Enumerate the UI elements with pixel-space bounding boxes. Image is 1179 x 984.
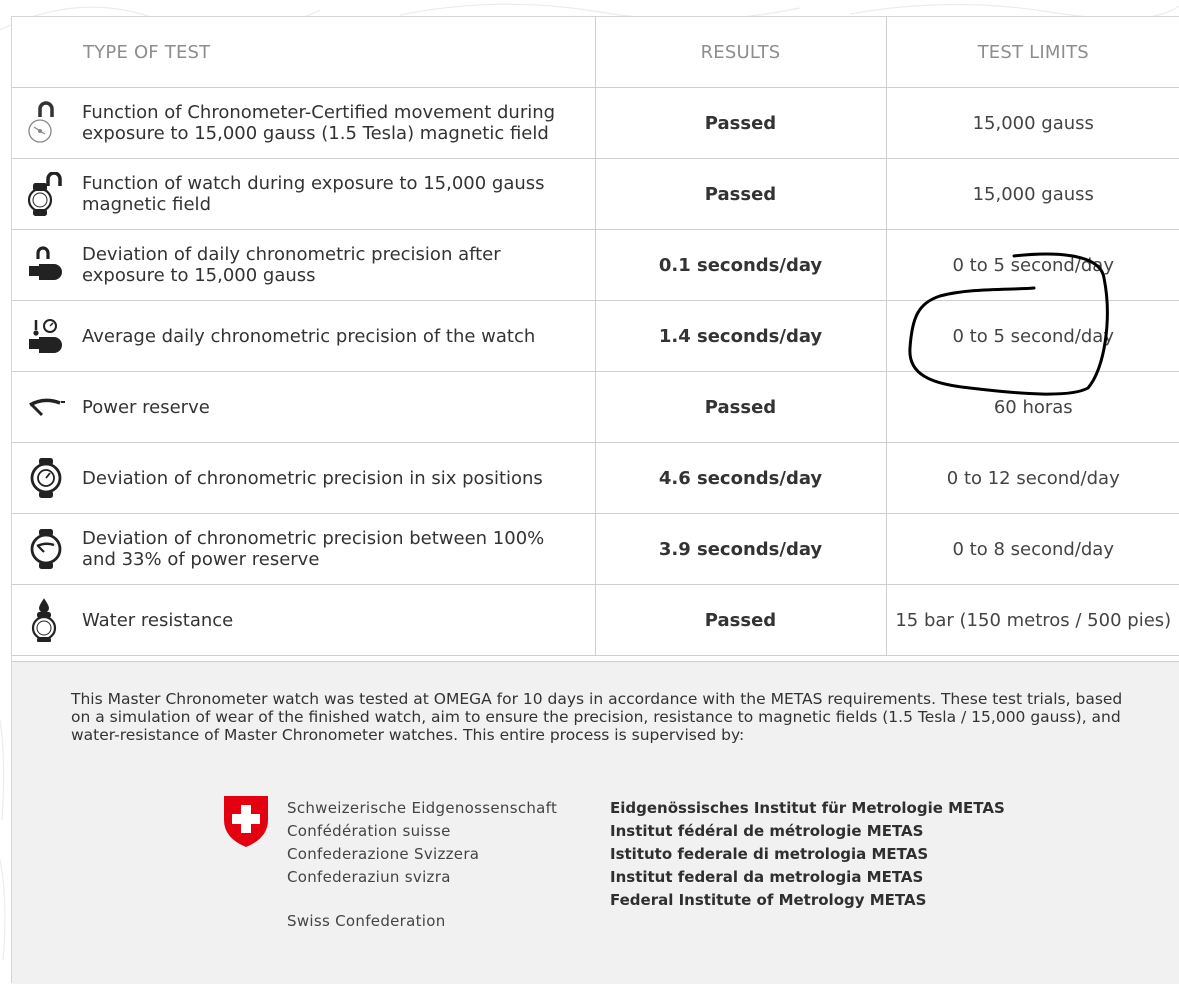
test-results-card: [11, 16, 1179, 983]
confederation-names: [287, 797, 557, 889]
swiss-coat-of-arms-icon: [222, 794, 270, 848]
test-name: Water resistance: [82, 609, 234, 631]
confederation-name: Confederaziun svizra: [287, 868, 451, 886]
test-limits-header: TEST LIMITS: [886, 17, 1179, 88]
metas-name: Eidgenössisches Institut für Metrologie METAS: [610, 799, 1005, 817]
table-header-row: [12, 17, 1179, 88]
watch-positions-icon: [24, 456, 68, 500]
test-name: Power reserve: [82, 396, 210, 418]
metas-name: Istituto federale di metrologia METAS: [610, 845, 929, 863]
metas-institute-names: [610, 797, 1005, 912]
metas-name: Federal Institute of Metrology METAS: [610, 891, 927, 909]
result-value: Passed: [595, 585, 886, 656]
limit-value: 0 to 5 second/day: [886, 301, 1179, 372]
limit-value: 0 to 12 second/day: [886, 443, 1179, 514]
test-name: Average daily chronometric precision of the watch: [82, 325, 536, 347]
result-value: 4.6 seconds/day: [595, 443, 886, 514]
test-name: Deviation of chronometric precision in six positions: [82, 467, 543, 489]
magnet-watch-icon: [24, 172, 68, 216]
table-row: [12, 159, 1179, 230]
test-results-table: [12, 17, 1179, 656]
confederation-name: Confédération suisse: [287, 822, 451, 840]
footer-intro-text: This Master Chronometer watch was tested at OMEGA for 10 days in accordance with the METAS requirements. These test trials, based on a simulation of wear of the finished watch, aim to ensure the precision, resistance to magnetic fields (1.5 Tesla / 15,000 gauss), and water-resistance of Master Chronometer watches. This entire process is supervised by:: [71, 690, 1123, 744]
limit-value: 15 bar (150 metros / 500 pies): [886, 585, 1179, 656]
table-row: [12, 443, 1179, 514]
precision-hand-icon: [24, 314, 68, 358]
test-name: Function of Chronometer-Certified movement during exposure to 15,000 gauss (1.5 Tesla) magnetic field: [82, 102, 556, 144]
swiss-confederation-label: Swiss Confederation: [287, 912, 446, 930]
table-row: [12, 301, 1179, 372]
table-row: [12, 230, 1179, 301]
table-row: [12, 585, 1179, 656]
table-row: [12, 88, 1179, 159]
results-header: RESULTS: [595, 17, 886, 88]
result-value: 3.9 seconds/day: [595, 514, 886, 585]
power-reserve-icon: [24, 385, 68, 429]
limit-value: 0 to 5 second/day: [886, 230, 1179, 301]
metas-name: Institut federal da metrologia METAS: [610, 868, 924, 886]
footer-panel: [12, 661, 1179, 984]
limit-value: 15,000 gauss: [886, 159, 1179, 230]
water-drop-watch-icon: [24, 598, 68, 642]
result-value: Passed: [595, 372, 886, 443]
watch-power-reserve-icon: [24, 527, 68, 571]
result-value: Passed: [595, 159, 886, 230]
metas-name: Institut fédéral de métrologie METAS: [610, 822, 924, 840]
magnet-hand-icon: [24, 243, 68, 287]
table-row: [12, 514, 1179, 585]
table-row: [12, 372, 1179, 443]
limit-value: 15,000 gauss: [886, 88, 1179, 159]
result-value: 1.4 seconds/day: [595, 301, 886, 372]
result-value: 0.1 seconds/day: [595, 230, 886, 301]
test-name: Deviation of daily chronometric precision after exposure to 15,000 gauss: [82, 244, 501, 286]
result-value: Passed: [595, 88, 886, 159]
limit-value: 0 to 8 second/day: [886, 514, 1179, 585]
test-name: Deviation of chronometric precision between 100% and 33% of power reserve: [82, 528, 545, 570]
limit-value: 60 horas: [886, 372, 1179, 443]
confederation-name: Confederazione Svizzera: [287, 845, 480, 863]
test-name: Function of watch during exposure to 15,000 gauss magnetic field: [82, 173, 545, 215]
type-of-test-header: TYPE OF TEST: [12, 17, 595, 88]
magnet-watch-movement-icon: [24, 101, 68, 145]
confederation-name: Schweizerische Eidgenossenschaft: [287, 799, 558, 817]
